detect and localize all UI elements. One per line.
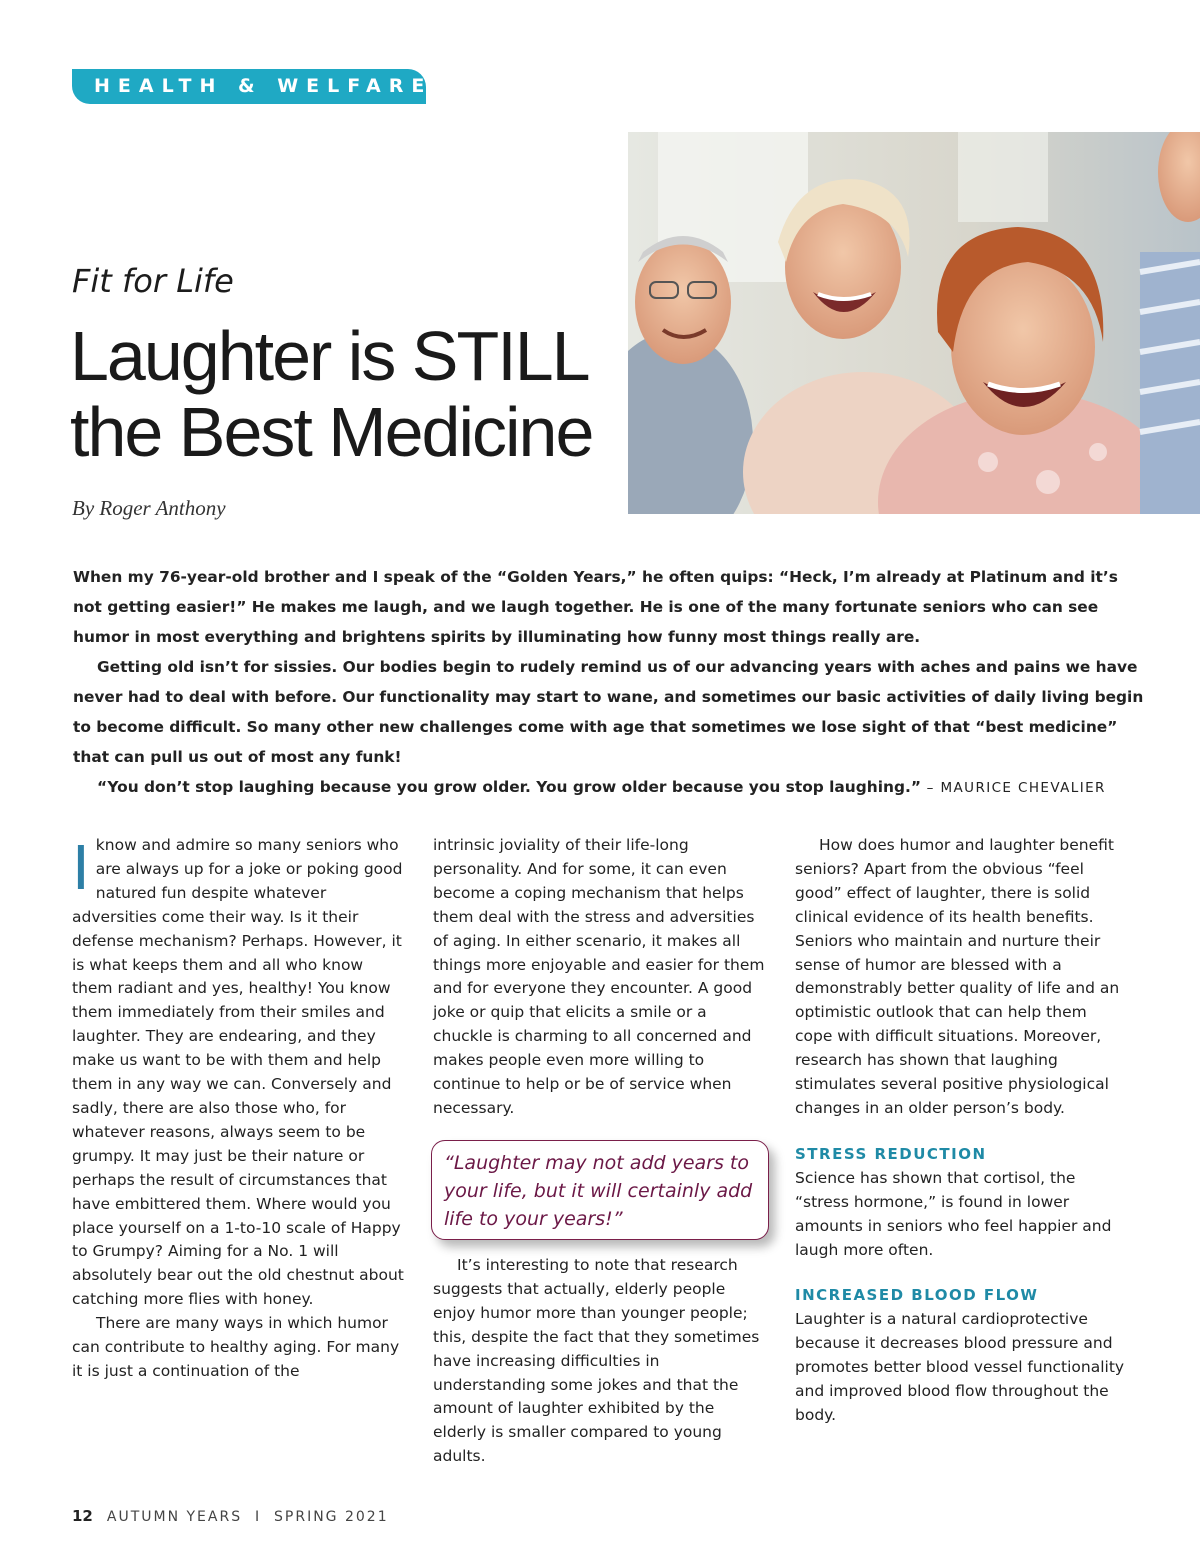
subhead-increased-blood-flow: INCREASED BLOOD FLOW	[795, 1286, 1039, 1305]
drop-cap: I	[72, 831, 90, 903]
col1-paragraph-2: There are many ways in which humor can contribute to healthy aging. For many it is just a continuation of the	[72, 1314, 400, 1380]
intro-quote-text: “You don’t stop laughing because you grow older. You grow older because you stop laughing.”	[97, 778, 921, 796]
title-line-1: Laughter is STILL	[70, 317, 589, 395]
column-2	[433, 834, 767, 1121]
intro-paragraph-2: Getting old isn’t for sissies. Our bodies begin to rudely remind us of our advancing years with aches and pains we have never had to deal with before. Our functionality may start to wane, and sometimes our basic activities of daily living begin to become difficult. So many other new challenges come with age that sometimes we lose sight of that “best medicine” that can pull us out of most any funk!	[73, 658, 1144, 766]
page-number: 12	[72, 1507, 93, 1525]
publication-info: AUTUMN YEARS I SPRING 2021	[106, 1509, 389, 1525]
column-1	[72, 831, 406, 1384]
col2-paragraph-2: It’s interesting to note that research suggests that actually, elderly people enjoy humor more than younger people; this, despite the fact that they sometimes have increasing difficulties in understanding some jokes and that the amount of laughter exhibited by the elderly is smaller compared to young adults.	[433, 1256, 760, 1466]
intro-paragraph-1: When my 76-year-old brother and I speak of the “Golden Years,” he often quips: “Heck, I’m already at Platinum and it’s not getting easier!” He makes me laugh, and we laugh together. He is one of the many fortunate seniors who can see humor in most everything and brightens spirits by illuminating how funny most things really are.	[73, 568, 1118, 646]
col1-paragraph-1-text: know and admire so many seniors who are always up for a joke or poking good natured fun despite whatever adversities come their way. Is it their defense mechanism? Perhaps. However, it is what keeps them and all who know them radiant and yes, healthy! You know them immediately from their smiles and laughter. They are endearing, and they make us want to be with them and help them in any way we can. Conversely and sadly, there are also those who, for whatever reasons, always seem to be grumpy. It may just be their nature or perhaps the result of circumstances that have embittered them. Where would you place yourself on a 1-to-10 scale of Happy to Grumpy? Aiming for a No. 1 will absolutely bear out the old chestnut about catching more flies with honey.	[72, 836, 404, 1309]
section-tag: HEALTH & WELFARE	[72, 69, 426, 104]
column-2-continued	[433, 1254, 767, 1469]
blood-flow-body: Laughter is a natural cardioprotective because it decreases blood pressure and promotes better blood vessel functionality and improved blood flow throughout the body.	[795, 1310, 1125, 1424]
column-3	[795, 834, 1129, 1428]
col2-paragraph-1: intrinsic joviality of their life-long personality. And for some, it can even become a coping mechanism that helps them deal with the stress and adversities of aging. In either scenario, it makes all things more enjoyable and easier for them and for everyone they encounter. A good joke or quip that elicits a smile or a chuckle is charming to all concerned and makes people even more willing to continue to help or be of service when necessary.	[433, 836, 765, 1117]
col1-paragraph-1	[72, 831, 406, 1312]
intro-quote	[73, 772, 1148, 803]
byline: By Roger Anthony	[72, 496, 226, 520]
page-footer	[72, 1507, 389, 1525]
col3-paragraph-1: How does humor and laughter benefit seniors? Apart from the obvious “feel good” effect of laughter, there is solid clinical evidence of its health benefits. Seniors who maintain and nurture their sense of humor are blessed with a demonstrably better quality of life and an optimistic outlook that can help them cope with difficult situations. Moreover, research has shown that laughing stimulates several positive physiological changes in an older person’s body.	[795, 836, 1120, 1117]
subhead-stress-reduction: STRESS REDUCTION	[795, 1144, 987, 1163]
pull-quote: “Laughter may not add years to your life, but it will certainly add life to your years!”	[431, 1140, 769, 1240]
laughing-seniors-illustration	[628, 132, 1200, 514]
page-title	[70, 318, 630, 470]
stress-reduction-body: Science has shown that cortisol, the “stress hormone,” is found in lower amounts in seniors who feel happier and laugh more often.	[795, 1168, 1112, 1259]
quote-attribution: – MAURICE CHEVALIER	[920, 780, 1106, 796]
title-line-2: the Best Medicine	[70, 393, 593, 471]
kicker: Fit for Life	[72, 262, 234, 300]
hero-photo	[628, 132, 1200, 514]
intro	[73, 562, 1148, 803]
